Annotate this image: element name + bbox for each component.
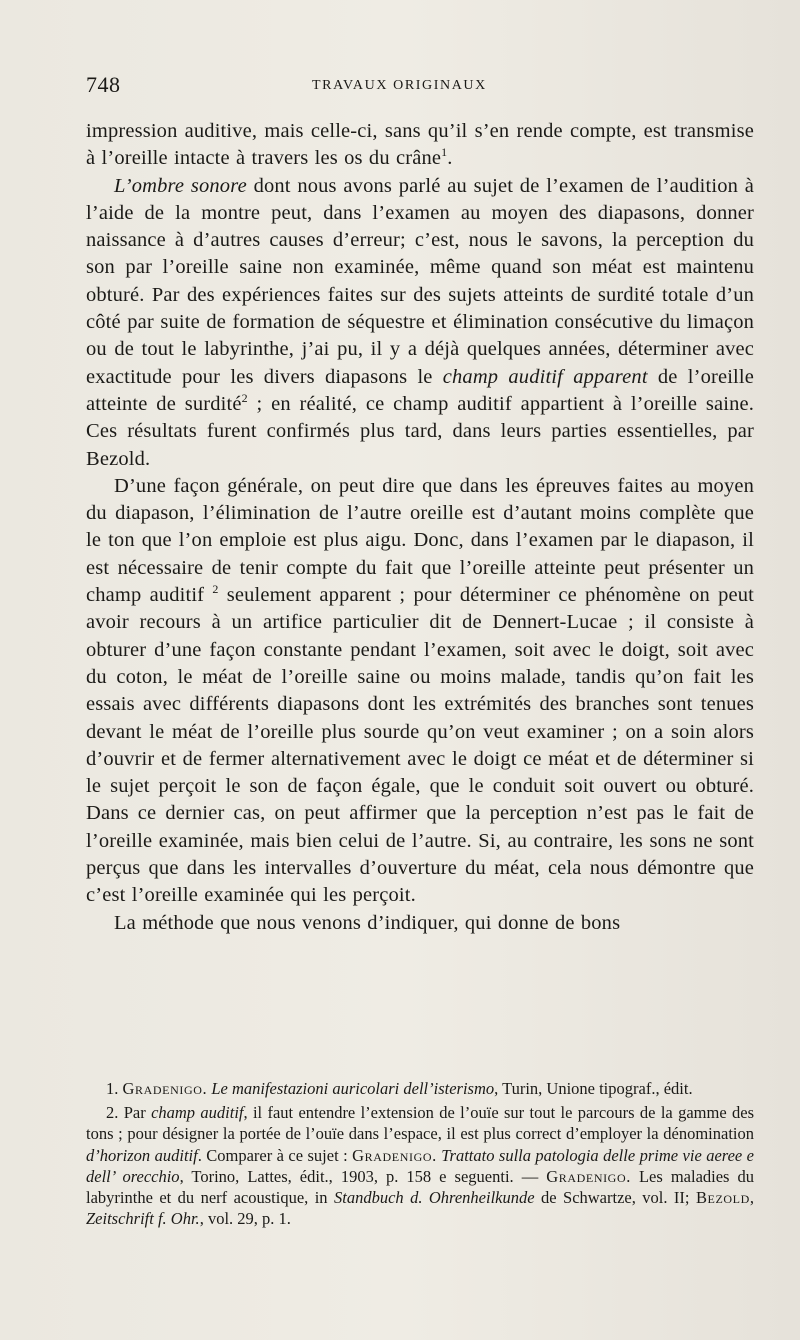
footnotes [86,1078,754,1232]
footnote-ref-2b[interactable]: 2 [212,582,219,597]
italic-term: champ auditif apparent [442,365,648,388]
paragraph-text: de l’oreille atteinte de surdité [86,365,755,415]
paragraph-4 [86,910,754,937]
footnote-title: Trattato sulla patologia delle prime vie aeree e dell’ orecchio [86,1145,754,1186]
paragraph-text: La méthode que nous venons d’indiquer, qui donne de bons [114,911,621,934]
paragraph-text: impression auditive, mais celle-ci, sans qu’il s’en rende compte, est transmise à l’oreille intacte à travers les os du crâne [86,120,754,170]
footnote-text: Les maladies du labyrinthe et du nerf acoustique, in [86,1166,755,1208]
page-header [86,72,766,102]
footnote-title: Standbuch d. Ohrenheilkunde [333,1188,535,1208]
paragraph-text: dont nous avons parlé au sujet de l’examen de l’audition à l’aide de la montre peut, dans l’examen au moyen des diapasons, donner naissance à d’autres causes d’erreur; c’est, nous le savons, la perception du son par l’oreille saine non examinée, même quand son méat est maintenu obturé. Par des expériences faites sur des sujets atteints de surdité totale d’un côté par suite de formation de séquestre et élimination consécutive du limaçon ou de tout le labyrinthe, j’ai pu, il y a déjà quelques années, déterminer avec exactitude pour les divers diapasons le [86,174,755,388]
footnote-text: , Torino, Lattes, édit., 1903, p. 158 e seguenti. — [179,1166,547,1186]
footnote-author: Gradenigo. [546,1166,631,1186]
footnote-title: Zeitschrift f. Ohr. [86,1209,200,1229]
paragraph-2 [86,173,754,473]
footnote-text: , Turin, Unione tipograf., édit. [494,1079,693,1098]
footnote-text: , il faut entendre l’extension de l’ouïe sur tout le parcours de la gamme des tons ; pour désigner la portée de l’ouïe dans l’espace, il est plus correct d’employer la dénomination [86,1103,754,1144]
paragraph-text: ; en réalité, ce champ auditif appartient à l’oreille saine. Ces résultats furent confirmés plus tard, dans leurs parties essentielles, par Bezold. [86,392,754,470]
paragraph-text: . [447,147,453,170]
body-text [86,118,754,937]
footnote-ref-2[interactable]: 2 [241,391,248,406]
footnote-author: Gradenigo. [352,1145,437,1165]
footnote-title: Le manifestazioni auricolari dell’isterismo [207,1079,495,1098]
footnote-author: Gradenigo. [122,1079,208,1098]
footnote-number: 2. [106,1103,124,1123]
footnote-text: Par [123,1103,152,1123]
footnote-2 [86,1102,754,1229]
footnote-text: , vol. 29, p. 1. [199,1209,291,1229]
paragraph-3 [86,473,754,910]
footnote-text: , [749,1188,754,1208]
footnote-author: Bezold [695,1188,750,1208]
footnote-italic: d’horizon auditif [86,1145,198,1165]
footnote-text: . Comparer à ce sujet : [197,1145,353,1165]
paragraph-text: seulement apparent ; pour déterminer ce phénomène on peut avoir recours à un artifice particulier dit de Dennert-Lucae ; il consiste à obturer d’une façon constante pendant l’examen, soit avec le doigt, soit avec du coton, le méat de l’oreille saine ou moins malade, tandis qu’on fait les essais avec différents diapasons dont les extrémités des branches sont tenues devant le méat de l’oreille plus sourde qu’on veut examiner ; on a soin alors d’ouvrir et de fermer alternativement avec le doigt ce méat et de déterminer si le sujet perçoit le son de façon égale, que le conduit soit ouvert ou obturé. Dans ce dernier cas, on peut affirmer que la perception n’est pas le fait de l’oreille examinée, mais bien celui de l’autre. Si, au contraire, les sons ne sont perçus que dans les intervalles d’ouverture du méat, cela nous démontre que c’est l’oreille examinée qui les perçoit. [86,584,754,907]
page-number: 748 [86,72,121,97]
italic-term: L’ombre sonore [114,174,247,197]
paragraph-text: D’une façon générale, on peut dire que dans les épreuves faites au moyen du diapason, l’élimination de l’autre oreille est d’autant moins complète que le ton que l’on emploie est plus aigu. Donc, dans l’examen par le diapason, il est nécessaire de tenir compte du fait que l’oreille atteinte peut présenter un champ auditif [86,474,754,607]
footnote-italic: champ auditif [151,1103,244,1123]
paragraph-1 [86,118,754,173]
footnote-ref-1[interactable]: 1 [441,145,448,160]
running-head: TRAVAUX ORIGINAUX [312,78,487,93]
footnote-number: 1. [106,1079,123,1098]
footnote-1 [86,1078,754,1099]
footnote-text: de Schwartze, vol. II; [534,1188,696,1208]
